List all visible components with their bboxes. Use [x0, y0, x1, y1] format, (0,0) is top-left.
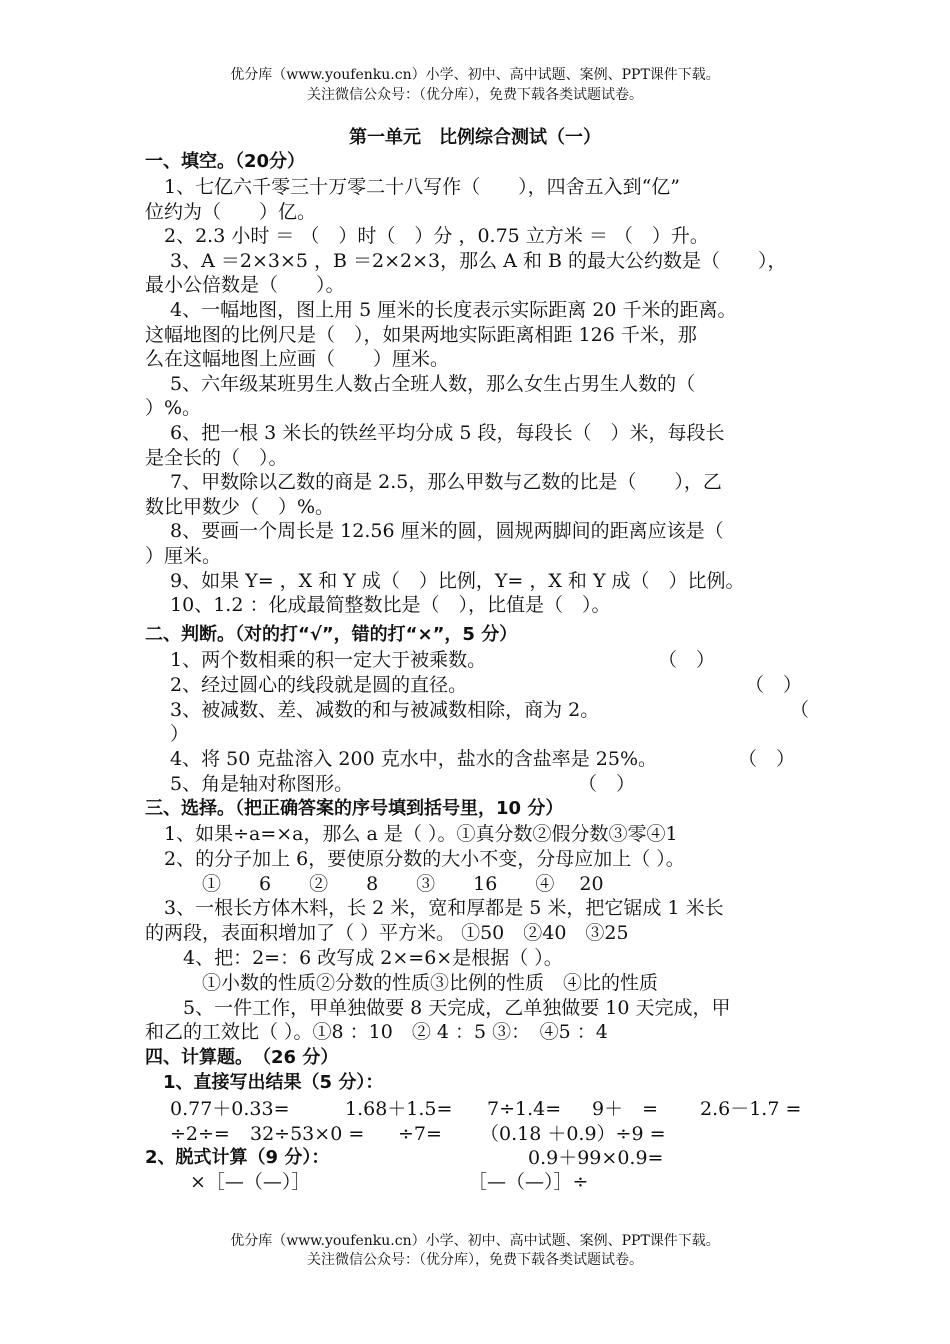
fill-blank-line: 1、七亿六千零三十万零二十八写作（ ），四舍五入到“亿” [145, 176, 681, 198]
choice-line: 4、把：2=：6 改写成 2×=6×是根据（ ）。 [145, 947, 563, 969]
fill-blank-line: 10、1.2 ：化成最简整数比是（ ），比值是（ ）。 [145, 594, 611, 617]
section-4-heading: 四、计算题。 （26 分） [145, 1047, 339, 1068]
calc-item: 0.77＋0.33= [170, 1098, 290, 1120]
step-calc-expr: ×［—（—）］ [190, 1171, 311, 1193]
fill-blank-line: 4、一幅地图，图上用 5 厘米的长度表示实际距离 20 千米的距离。 [145, 299, 737, 321]
subsection-direct-results: 1、直接写出结果（5 分）： [145, 1072, 384, 1093]
choice-line: 和乙的工效比（ ）。①8 ：10 ② 4 ：5 ③： ④5 ：4 [145, 1021, 608, 1044]
choice-line: 5、一件工作，甲单独做要 8 天完成，乙单独做要 10 天完成，甲 [145, 996, 731, 1019]
choice-line: ①小数的性质②分数的性质③比例的性质 ④比的性质 [145, 971, 659, 994]
calc-item: （0.18 ＋0.9）÷9 = [480, 1123, 666, 1145]
calc-item: 7÷1.4= [487, 1098, 562, 1120]
fill-blank-line: 2、2.3 小时 ＝ （ ）时（ ）分 ，0.75 立方米 ＝ （ ）升。 [145, 225, 709, 248]
fill-blank-line: 这幅地图的比例尺是（ ），如果两地实际距离相距 126 千米，那 [145, 323, 697, 346]
step-calc-expr: ［—（—）］÷ [468, 1171, 589, 1193]
fill-blank-line: 6、把一根 3 米长的铁丝平均分成 5 段，每段长（ ）米，每段长 [145, 422, 725, 444]
section-1-heading: 一、填空。（20分） [145, 151, 306, 172]
section-3-heading: 三、选择。（把正确答案的序号填到括号里，10 分） [145, 798, 564, 819]
subsection-step-calc: 2、脱式计算（9 分）： [145, 1147, 330, 1168]
calc-item: 9＋ = [592, 1098, 659, 1120]
fill-blank-line: ）%。 [145, 397, 202, 420]
step-calc-expr: 0.9＋99×0.9= [528, 1147, 664, 1169]
footer-line-2: 关注微信公众号：（优分库），免费下载各类试题试卷。 [307, 1252, 643, 1268]
section-2-heading: 二、判断。（对的打“√”，错的打“×”，5 分） [145, 624, 518, 645]
calc-item: ÷7= [398, 1123, 442, 1145]
header-line-1: 优分库（www.youfenku.cn）小学、初中、高中试题、案例、PPT课件下载。 [230, 67, 720, 83]
fill-blank-line: 位约为（ ）亿。 [145, 200, 317, 223]
fill-blank-line: 7、甲数除以乙数的商是 2.5，那么甲数与乙数的比是（ ），乙 [145, 471, 722, 494]
calc-item: 1.68＋1.5= [345, 1098, 453, 1120]
fill-blank-line: 数比甲数少（ ）%。 [145, 495, 335, 518]
fill-blank-line: 8、要画一个周长是 12.56 厘米的圆，圆规两脚间的距离应该是（ [145, 520, 724, 543]
fill-blank-line: 5、六年级某班男生人数占全班人数，那么女生占男生人数的（ [145, 372, 696, 395]
fill-blank-line: 是全长的（ ）。 [145, 446, 288, 469]
calc-item: ÷2÷= [170, 1123, 230, 1145]
fill-blank-line: 9、如果 Y= ，X 和 Y 成（ ）比例，Y= ，X 和 Y 成（ ）比例。 [145, 569, 745, 592]
fill-blank-line: 么在这幅地图上应画（ ）厘米。 [145, 348, 450, 371]
calc-item: 2.6－1.7 = [700, 1098, 802, 1120]
calc-item: 32÷53×0 = [250, 1123, 365, 1145]
fill-blank-line: 3、A ＝2×3×5 ，B ＝2×2×3，那么 A 和 B 的最大公约数是（ ）， [145, 249, 787, 272]
choice-line: 的两段，表面积增加了（ ）平方米。 ①50 ②40 ③25 [145, 922, 629, 945]
header-line-2: 关注微信公众号：（优分库），免费下载各类试题试卷。 [307, 87, 643, 103]
page-title: 第一单元 比例综合测试（一） [349, 127, 601, 148]
choice-line: 3、一根长方体木料，长 2 米，宽和厚都是 5 米，把它锯成 1 米长 [145, 897, 724, 920]
fill-blank-line: 最小公倍数是（ ）。 [145, 274, 345, 297]
choice-line: 2、的分子加上 6，要使原分数的大小不变，分母应加上（ ）。 [145, 847, 685, 870]
choice-line: 1、如果÷a=×a，那么 a 是（ ）。①真分数②假分数③零④1 [145, 823, 678, 845]
footer-line-1: 优分库（www.youfenku.cn）小学、初中、高中试题、案例、PPT课件下载。 [230, 1233, 720, 1249]
choice-line: ① 6 ② 8 ③ 16 ④ 20 [145, 872, 604, 895]
fill-blank-line: ）厘米。 [145, 545, 222, 567]
